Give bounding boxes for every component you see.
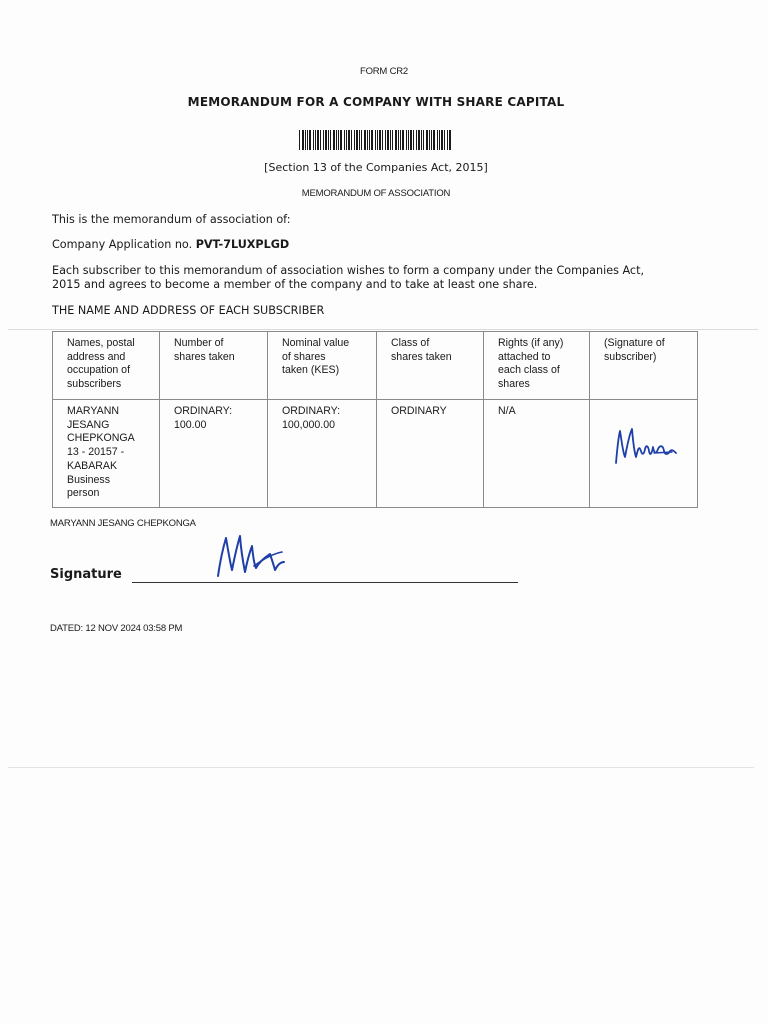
- barcode-bar: [395, 130, 397, 150]
- document-title: MEMORANDUM FOR A COMPANY WITH SHARE CAPITAL: [187, 95, 565, 109]
- cell-line: CHEPKONGA: [67, 432, 135, 445]
- share-class-cell: ORDINARY: [377, 400, 484, 508]
- barcode-bar: [444, 130, 445, 150]
- header-shares-taken: [160, 332, 268, 400]
- subscribers-table: [52, 331, 698, 508]
- nominal-value-cell: [268, 400, 377, 508]
- barcode-bar: [305, 130, 306, 150]
- barcode-bar: [423, 130, 424, 150]
- cell-line: 100,000.00: [282, 418, 336, 431]
- header-line: Rights (if any): [498, 337, 564, 349]
- barcode-bar: [299, 130, 300, 150]
- scan-artifact-line: [8, 767, 754, 768]
- barcode-bar: [377, 130, 378, 150]
- header-line: occupation of: [67, 364, 131, 377]
- barcode-bar: [367, 130, 368, 150]
- barcode-bar: [340, 130, 342, 150]
- subscriber-name-cell: [53, 400, 160, 508]
- barcode-bar: [344, 130, 345, 150]
- barcode: [299, 130, 453, 150]
- application-label: Company Application no.: [52, 238, 193, 251]
- barcode-bar: [323, 130, 324, 150]
- barcode-bar: [375, 130, 376, 150]
- barcode-bar: [313, 130, 314, 150]
- barcode-bar: [433, 130, 435, 150]
- barcode-bar: [385, 130, 386, 150]
- barcode-bar: [402, 130, 404, 150]
- barcode-bar: [392, 130, 393, 150]
- barcode-bar: [418, 130, 420, 150]
- declaration-line: Each subscriber to this memorandum of association wishes to form a company under the Companies Act,: [52, 264, 645, 277]
- barcode-bar: [416, 130, 417, 150]
- application-number: PVT-7LUXPLGD: [195, 238, 290, 251]
- application-number-line: [52, 238, 289, 252]
- barcode-bar: [382, 130, 383, 150]
- header-names: [53, 332, 160, 400]
- header-signature: [590, 332, 698, 400]
- barcode-bar: [408, 130, 409, 150]
- header-line: shares: [498, 378, 530, 391]
- header-nominal-value: [268, 332, 377, 400]
- barcode-bar: [413, 130, 414, 150]
- barcode-bar: [317, 130, 319, 150]
- header-line: Names, postal: [67, 337, 135, 349]
- barcode-bar: [356, 130, 358, 150]
- declaration-text: [52, 264, 692, 291]
- header-line: subscriber): [604, 350, 657, 363]
- barcode-bar: [387, 130, 389, 150]
- barcode-bar: [302, 130, 304, 150]
- barcode-bar: [371, 130, 373, 150]
- barcode-bar: [348, 130, 350, 150]
- barcode-bar: [431, 130, 432, 150]
- header-line: shares taken: [391, 350, 452, 363]
- signature-label: Signature: [50, 567, 122, 582]
- barcode-bar: [379, 130, 381, 150]
- form-code: FORM CR2: [359, 66, 408, 77]
- document-subtitle: MEMORANDUM OF ASSOCIATION: [301, 188, 451, 199]
- signature-underline: [132, 582, 518, 583]
- cell-line: 13 - 20157 -: [67, 446, 125, 459]
- barcode-bar: [351, 130, 352, 150]
- table-row: [53, 400, 698, 508]
- barcode-bar: [328, 130, 329, 150]
- barcode-bar: [315, 130, 316, 150]
- barcode-bar: [406, 130, 407, 150]
- dated-line: DATED: 12 NOV 2024 03:58 PM: [50, 623, 183, 634]
- header-share-class: [377, 332, 484, 400]
- header-line: Nominal value: [282, 337, 350, 349]
- barcode-bar: [320, 130, 321, 150]
- barcode-bar: [369, 130, 370, 150]
- barcode-bar: [361, 130, 362, 150]
- barcode-bar: [390, 130, 391, 150]
- cell-line: MARYANN: [67, 405, 119, 417]
- header-line: each class of: [498, 364, 560, 377]
- header-rights: [484, 332, 590, 400]
- rights-cell: N/A: [484, 400, 590, 508]
- intro-text: This is the memorandum of association of:: [52, 213, 291, 226]
- header-line: shares taken: [174, 350, 235, 363]
- barcode-bar: [333, 130, 335, 150]
- cell-line: 100.00: [174, 418, 207, 431]
- cell-line: KABARAK: [67, 459, 118, 472]
- barcode-bar: [338, 130, 339, 150]
- subscriber-signature-cell: [590, 400, 698, 508]
- cell-line: ORDINARY:: [282, 405, 341, 417]
- section-reference: [Section 13 of the Companies Act, 2015]: [264, 161, 488, 174]
- shares-taken-cell: [160, 400, 268, 508]
- cell-line: person: [67, 487, 100, 500]
- barcode-bar: [364, 130, 366, 150]
- header-line: address and: [67, 350, 126, 363]
- barcode-bar: [400, 130, 401, 150]
- cell-line: Business: [67, 473, 110, 486]
- barcode-bar: [346, 130, 347, 150]
- barcode-bar: [439, 130, 440, 150]
- scan-artifact-line: [8, 329, 758, 330]
- barcode-bar: [447, 130, 448, 150]
- barcode-bar: [410, 130, 412, 150]
- header-line: attached to: [498, 350, 551, 363]
- barcode-bar: [421, 130, 422, 150]
- signature-mark: [212, 532, 292, 584]
- barcode-bar: [429, 130, 430, 150]
- header-line: of shares: [282, 350, 326, 363]
- header-line: (Signature of: [604, 337, 665, 349]
- cell-line: JESANG: [67, 418, 110, 431]
- header-line: Class of: [391, 337, 430, 349]
- barcode-bar: [307, 130, 308, 150]
- barcode-bar: [437, 130, 438, 150]
- header-line: subscribers: [67, 378, 122, 391]
- subscriber-signature: [608, 423, 680, 467]
- barcode-bar: [336, 130, 337, 150]
- barcode-bar: [330, 130, 331, 150]
- subscribers-heading: THE NAME AND ADDRESS OF EACH SUBSCRIBER: [52, 304, 325, 317]
- header-line: Number of: [174, 337, 224, 349]
- barcode-bar: [359, 130, 360, 150]
- cell-line: ORDINARY:: [174, 405, 233, 417]
- table-header-row: [53, 332, 698, 400]
- subscriber-name-footer: MARYANN JESANG CHEPKONGA: [50, 518, 196, 529]
- barcode-bar: [398, 130, 399, 150]
- barcode-bar: [441, 130, 443, 150]
- barcode-bar: [309, 130, 311, 150]
- header-line: taken (KES): [282, 364, 340, 377]
- barcode-bar: [354, 130, 355, 150]
- barcode-bar: [325, 130, 327, 150]
- declaration-line: 2015 and agrees to become a member of the company and to take at least one share.: [52, 277, 538, 291]
- barcode-bar: [426, 130, 428, 150]
- barcode-bar: [449, 130, 451, 150]
